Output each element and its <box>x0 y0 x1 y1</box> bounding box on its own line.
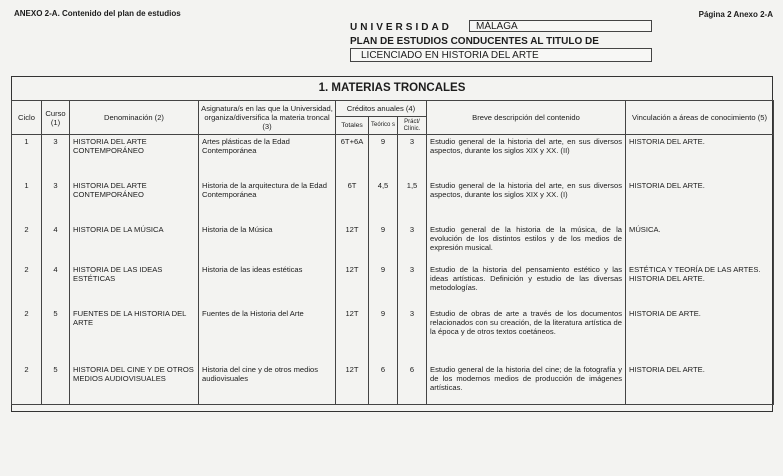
col-totales: Totales <box>336 117 369 135</box>
table-body <box>12 135 774 405</box>
cell-denominacion: HISTORIA DEL ARTE CONTEMPORÁNEO <box>70 179 199 223</box>
col-denominacion: Denominación (2) <box>70 101 199 135</box>
cell-asignatura: Fuentes de la Historia del Arte <box>199 307 336 363</box>
cell-vinculacion: HISTORIA DEL ARTE. <box>626 135 774 179</box>
table-row <box>12 307 774 363</box>
cell-descripcion: Estudio general de la historia del arte, en sus diversos aspectos, durante los siglos XIX y XX. (II) <box>427 135 626 179</box>
col-ciclo: Ciclo <box>12 101 42 135</box>
table-row <box>12 135 774 179</box>
cell-curso: 5 <box>42 363 70 405</box>
cell-totales: 12T <box>336 263 369 307</box>
cell-denominacion: HISTORIA DEL ARTE CONTEMPORÁNEO <box>70 135 199 179</box>
cell-practicos: 3 <box>398 263 427 307</box>
cell-descripcion: Estudio general de la historia del cine; de la fotografía y de los modernos medios de producción de imágenes artísticas. <box>427 363 626 405</box>
cell-curso: 4 <box>42 223 70 263</box>
cell-totales: 6T+6A <box>336 135 369 179</box>
cell-ciclo: 2 <box>12 223 42 263</box>
cell-teoricos: 4,5 <box>369 179 398 223</box>
table-row <box>12 223 774 263</box>
universidad-label: UNIVERSIDAD <box>350 22 452 33</box>
cell-asignatura: Historia de la Música <box>199 223 336 263</box>
cell-totales: 6T <box>336 179 369 223</box>
cell-totales: 12T <box>336 363 369 405</box>
cell-teoricos: 9 <box>369 263 398 307</box>
annex-title: ANEXO 2-A. Contenido del plan de estudios <box>14 9 181 18</box>
col-practicos: Práct/ Clínic. <box>398 117 427 135</box>
cell-totales: 12T <box>336 223 369 263</box>
cell-denominacion: HISTORIA DE LAS IDEAS ESTÉTICAS <box>70 263 199 307</box>
cell-descripcion: Estudio de la historia del pensamiento estético y las ideas artísticas. Definición y estudio de las diversas metodologías. <box>427 263 626 307</box>
col-curso: Curso (1) <box>42 101 70 135</box>
cell-ciclo: 2 <box>12 307 42 363</box>
col-descripcion: Breve descripción del contenido <box>427 101 626 135</box>
cell-asignatura: Historia de las ideas estéticas <box>199 263 336 307</box>
col-creditos: Créditos anuales (4) <box>336 101 427 117</box>
cell-denominacion: FUENTES DE LA HISTORIA DEL ARTE <box>70 307 199 363</box>
cell-vinculacion: HISTORIA DEL ARTE. <box>626 179 774 223</box>
page-number: Página 2 Anexo 2-A <box>698 10 773 19</box>
universidad-field: MÁLAGA <box>469 20 652 32</box>
cell-totales: 12T <box>336 307 369 363</box>
cell-vinculacion: HISTORIA DEL ARTE. <box>626 363 774 405</box>
cell-ciclo: 2 <box>12 263 42 307</box>
cell-curso: 3 <box>42 135 70 179</box>
cell-teoricos: 9 <box>369 135 398 179</box>
cell-practicos: 1,5 <box>398 179 427 223</box>
cell-practicos: 3 <box>398 135 427 179</box>
cell-ciclo: 1 <box>12 179 42 223</box>
titulo-field: LICENCIADO EN HISTORIA DEL ARTE <box>350 48 652 62</box>
cell-descripcion: Estudio de obras de arte a través de los documentos relacionados con su creación, de la literatura artística de la época y de otros textos coetáneos. <box>427 307 626 363</box>
cell-curso: 4 <box>42 263 70 307</box>
cell-curso: 3 <box>42 179 70 223</box>
cell-asignatura: Historia de la arquitectura de la Edad Contemporánea <box>199 179 336 223</box>
cell-teoricos: 6 <box>369 363 398 405</box>
cell-practicos: 6 <box>398 363 427 405</box>
cell-teoricos: 9 <box>369 307 398 363</box>
cell-vinculacion: ESTÉTICA Y TEORÍA DE LAS ARTES. HISTORIA DEL ARTE. <box>626 263 774 307</box>
cell-teoricos: 9 <box>369 223 398 263</box>
cell-denominacion: HISTORIA DEL CINE Y DE OTROS MEDIOS AUDIOVISUALES <box>70 363 199 405</box>
plan-title: PLAN DE ESTUDIOS CONDUCENTES AL TITULO DE <box>350 36 599 47</box>
cell-practicos: 3 <box>398 307 427 363</box>
cell-curso: 5 <box>42 307 70 363</box>
table-row <box>12 363 774 405</box>
cell-practicos: 3 <box>398 223 427 263</box>
cell-vinculacion: MÚSICA. <box>626 223 774 263</box>
table-row <box>12 179 774 223</box>
cell-asignatura: Historia del cine y de otros medios audiovisuales <box>199 363 336 405</box>
materias-table <box>11 100 774 405</box>
cell-denominacion: HISTORIA DE LA MÚSICA <box>70 223 199 263</box>
section-title: 1. MATERIAS TRONCALES <box>11 76 773 101</box>
col-asignaturas: Asignatura/s en las que la Universidad, organiza/diversifica la materia troncal (3) <box>199 101 336 135</box>
col-vinculacion: Vinculación a áreas de conocimiento (5) <box>626 101 774 135</box>
cell-vinculacion: HISTORIA DE ARTE. <box>626 307 774 363</box>
cell-descripcion: Estudio general de la historia de la música, de la evolución de los distintos estilos y de los medios de expresión musical. <box>427 223 626 263</box>
cell-descripcion: Estudio general de la historia del arte, en sus diversos aspectos, durante los siglos XIX y XX. (I) <box>427 179 626 223</box>
table-row <box>12 263 774 307</box>
cell-asignatura: Artes plásticas de la Edad Contemporánea <box>199 135 336 179</box>
cell-ciclo: 1 <box>12 135 42 179</box>
cell-ciclo: 2 <box>12 363 42 405</box>
col-teoricos: Teórico s <box>369 117 398 135</box>
